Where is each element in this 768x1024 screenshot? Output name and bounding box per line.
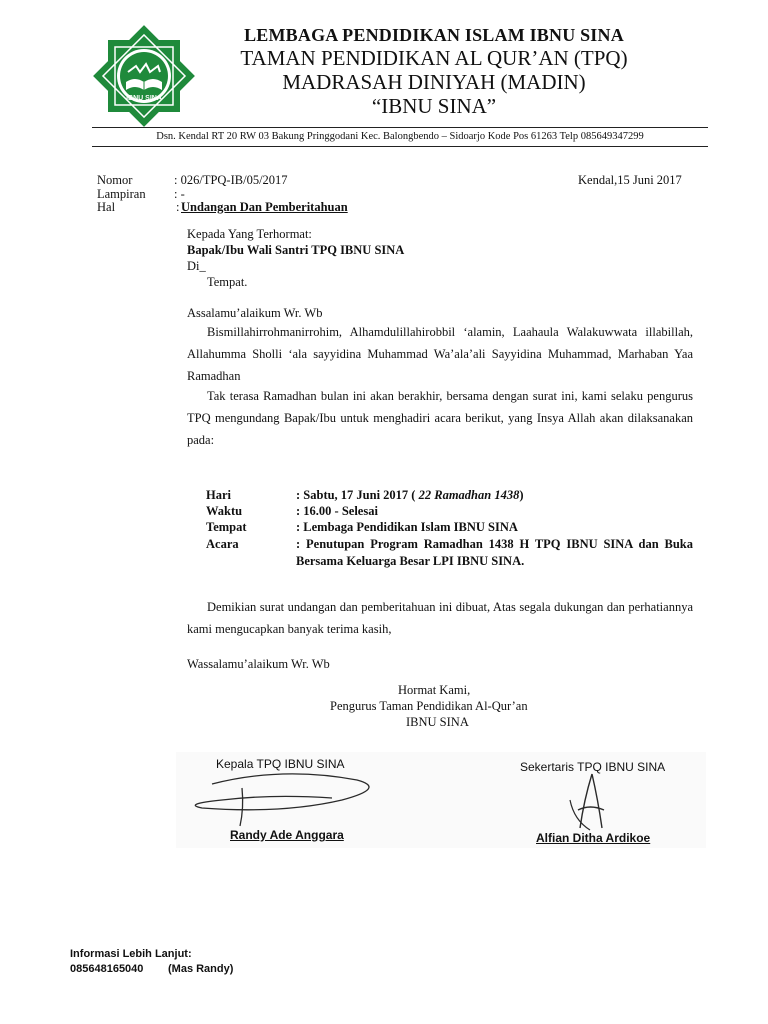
tempat-value: : Lembaga Pendidikan Islam IBNU SINA — [296, 520, 518, 534]
acara-label: Acara — [206, 537, 239, 551]
recipient-line3: Di_ — [187, 259, 206, 273]
recipient-line2: Bapak/Ibu Wali Santri TPQ IBNU SINA — [187, 243, 405, 257]
waktu-label: Waktu — [206, 504, 243, 518]
waktu-value: : 16.00 - Selesai — [296, 504, 378, 518]
org-name: IBNU SINA — [406, 715, 469, 729]
closing-paragraph: Demikian surat undangan dan pemberitahuan ini dibuat, Atas segala dukungan dan perhatiannya kami mengucapkan banyak terima kasih, — [187, 600, 693, 636]
closing-salam: Wassalamu’alaikum Wr. Wb — [187, 657, 330, 671]
recipient-line4: Tempat. — [207, 275, 248, 289]
invitation-paragraph: Tak terasa Ramadhan bulan ini akan berakhir, bersama dengan surat ini, kami selaku pengurus TPQ mengundang Bapak/Ibu untuk menghadiri acara berikut, yang Insya Allah akan dilaksanakan pada: — [187, 389, 693, 447]
hal-label: Hal — [97, 200, 116, 214]
right-signatory-name: Alfian Ditha Ardikoe — [536, 831, 651, 845]
right-signatory-title: Sekertaris TPQ IBNU SINA — [520, 760, 666, 774]
greeting: Assalamu’alaikum Wr. Wb — [187, 306, 323, 320]
left-signatory-title: Kepala TPQ IBNU SINA — [216, 757, 345, 771]
nomor-label: Nomor — [97, 173, 133, 187]
nomor-value: : 026/TPQ-IB/05/2017 — [174, 173, 288, 187]
hal-value: Undangan Dan Pemberitahuan — [181, 200, 348, 214]
header-ibnu-sina: “IBNU SINA” — [371, 94, 497, 118]
hari-label: Hari — [206, 488, 231, 502]
acara-value: : Penutupan Program Ramadhan 1438 H TPQ IBNU SINA dan Buka Bersama Keluarga Besar LPI IBNU SINA. — [296, 537, 693, 568]
header-tpq: TAMAN PENDIDIKAN AL QUR’AN (TPQ) — [240, 46, 628, 70]
footer-info-label: Informasi Lebih Lanjut: — [70, 948, 192, 960]
pengurus-label: Pengurus Taman Pendidikan Al-Qur’an — [330, 699, 528, 713]
footer-phone: 085648165040 — [70, 963, 144, 975]
hormat-kami: Hormat Kami, — [398, 683, 471, 697]
footer-contact-name: (Mas Randy) — [168, 963, 234, 975]
left-signatory-name: Randy Ade Anggara — [230, 828, 344, 842]
tempat-label: Tempat — [206, 520, 247, 534]
header-rule-top — [92, 127, 708, 128]
hal-colon: : — [176, 200, 180, 214]
logo-text: IBNU SINA — [126, 95, 162, 102]
letter-date: Kendal,15 Juni 2017 — [578, 173, 682, 187]
lampiran-label: Lampiran — [97, 187, 146, 201]
institution-logo — [88, 20, 200, 132]
header-address: Dsn. Kendal RT 20 RW 03 Bakung Pringgodani Kec. Balongbendo – Sidoarjo Kode Pos 61263 Telp 085649347299 — [156, 131, 644, 142]
opening-paragraph: Bismillahirrohmanirrohim, Alhamdulillahirobbil ‘alamin, Laahaula Walakuwwata illabillah, Allahumma Sholli ‘ala sayyidina Muhammad Wa’ala’ali Sayyidina Muhammad, Marhaban Yaa Ramadhan — [187, 325, 693, 383]
header-rule-bottom — [92, 146, 708, 147]
logo-star — [93, 25, 195, 127]
left-signature-mark — [182, 770, 392, 828]
hari-value: : Sabtu, 17 Juni 2017 ( 22 Ramadhan 1438) — [296, 488, 524, 502]
hari-hijri-date: 22 Ramadhan 1438 — [415, 488, 520, 502]
recipient-line1: Kepada Yang Terhormat: — [187, 227, 312, 241]
right-signature-mark — [560, 770, 620, 836]
header-institution: LEMBAGA PENDIDIKAN ISLAM IBNU SINA — [244, 25, 624, 45]
header-madin: MADRASAH DINIYAH (MADIN) — [282, 70, 586, 94]
lampiran-value: : - — [174, 187, 185, 201]
